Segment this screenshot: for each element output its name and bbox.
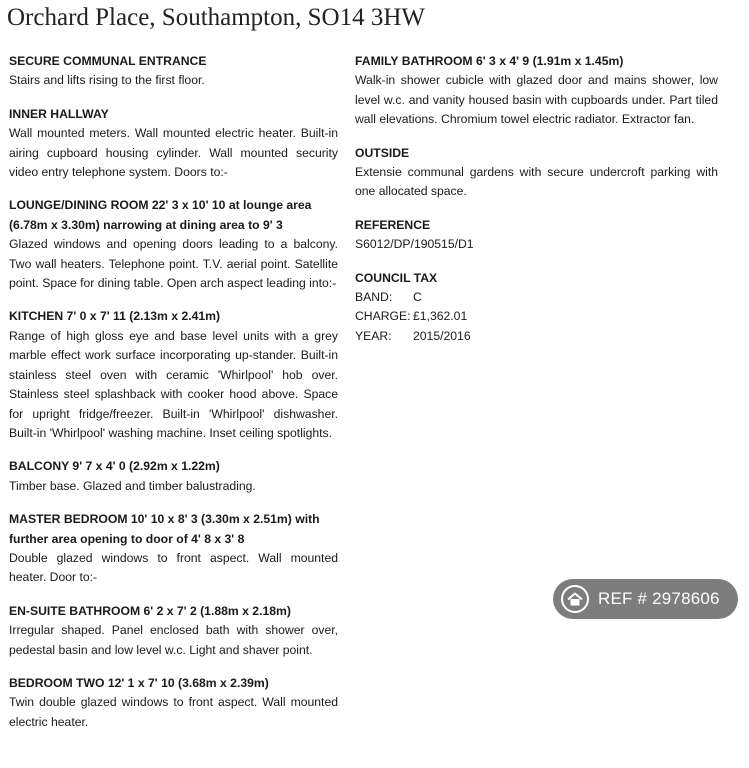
section-council-tax — [355, 269, 718, 347]
section-outside — [355, 144, 718, 202]
section-family-bathroom — [355, 52, 718, 130]
section-heading: BALCONY 9' 7 x 4' 0 (2.92m x 1.22m) — [9, 459, 220, 474]
section-heading: LOUNGE/DINING ROOM 22' 3 x 10' 10 at lounge area (6.78m x 3.30m) narrowing at dining area to 9' 3 — [9, 198, 312, 232]
section-body: Glazed windows and opening doors leading to a balcony. Two wall heaters. Telephone point. T.V. aerial point. Satellite point. Space for dining table. Open arch aspect leading into:- — [9, 237, 338, 291]
home-icon — [561, 585, 589, 613]
council-tax-value: C — [413, 290, 422, 305]
section-heading: COUNCIL TAX — [355, 270, 438, 285]
section-heading: INNER HALLWAY — [9, 106, 109, 121]
section-body: Range of high gloss eye and base level units with a grey marble effect work surface incorporating up-stander. Built-in stainless steel oven with ceramic 'Whirlpool' hob over. Stainless steel splashback with cooker hood above. Space for upright fridge/freezer. Built-in 'Whirlpool' dishwasher. Built-in 'Whirlpool' washing machine. Inset ceiling spotlights. — [9, 328, 338, 440]
ref-number: REF # 2978606 — [598, 589, 720, 608]
section-body: Twin double glazed windows to front aspect. Wall mounted electric heater. — [9, 695, 338, 729]
page-title: Orchard Place, Southampton, SO14 3HW — [7, 4, 425, 31]
section-reference — [355, 216, 718, 255]
section-heading: FAMILY BATHROOM 6' 3 x 4' 9 (1.91m x 1.45m) — [355, 54, 624, 68]
section-body: Walk-in shower cubicle with glazed door and mains shower, low level w.c. and vanity housed basin with cupboards under. Part tiled wall elevations. Chromium towel electric radiator. Extractor fan. — [355, 73, 718, 127]
council-tax-row — [355, 327, 718, 346]
council-tax-label: CHARGE: — [355, 309, 411, 324]
council-tax-value: 2015/2016 — [413, 328, 471, 343]
section-body: Stairs and lifts rising to the first floor. — [9, 73, 205, 88]
section-heading: REFERENCE — [355, 217, 431, 232]
section-heading: BEDROOM TWO 12' 1 x 7' 10 (3.68m x 2.39m) — [9, 675, 269, 690]
section-body: Double glazed windows to front aspect. Wall mounted heater. Door to:- — [9, 550, 338, 585]
section-heading: OUTSIDE — [355, 145, 410, 160]
section-body: Irregular shaped. Panel enclosed bath with shower over, pedestal basin and low level w.c. Light and shaver point. — [9, 623, 338, 657]
section-body: Timber base. Glazed and timber balustrading. — [9, 478, 256, 493]
section-heading: KITCHEN 7' 0 x 7' 11 (2.13m x 2.41m) — [9, 309, 221, 324]
section-secure-communal-entrance — [9, 52, 338, 91]
council-tax-label: YEAR: — [355, 328, 392, 343]
section-bedroom-two — [9, 674, 338, 732]
section-body: Extensie communal gardens with secure undercroft parking with one allocated space. — [355, 165, 718, 199]
section-body: S6012/DP/190515/D1 — [355, 237, 474, 252]
section-master-bedroom — [9, 510, 338, 588]
section-heading: SECURE COMMUNAL ENTRANCE — [9, 54, 207, 68]
council-tax-row — [355, 307, 718, 326]
council-tax-label: BAND: — [355, 290, 393, 305]
section-body: Wall mounted meters. Wall mounted electric heater. Built-in airing cupboard housing cylinder. Wall mounted security video entry telephone system. Doors to:- — [9, 126, 338, 180]
section-balcony — [9, 457, 338, 496]
right-column — [355, 52, 718, 360]
council-tax-row — [355, 288, 718, 307]
council-tax-value: £1,362.01 — [413, 309, 468, 324]
ref-badge — [553, 579, 738, 619]
section-en-suite-bathroom — [9, 602, 338, 660]
section-kitchen — [9, 307, 338, 443]
left-column — [9, 52, 338, 746]
section-heading: EN-SUITE BATHROOM 6' 2 x 7' 2 (1.88m x 2.18m) — [9, 603, 291, 618]
section-heading: MASTER BEDROOM 10' 10 x 8' 3 (3.30m x 2.51m) with further area opening to door of 4' 8 x 3' 8 — [9, 512, 320, 546]
section-inner-hallway — [9, 105, 338, 183]
section-lounge-dining-room — [9, 196, 338, 293]
